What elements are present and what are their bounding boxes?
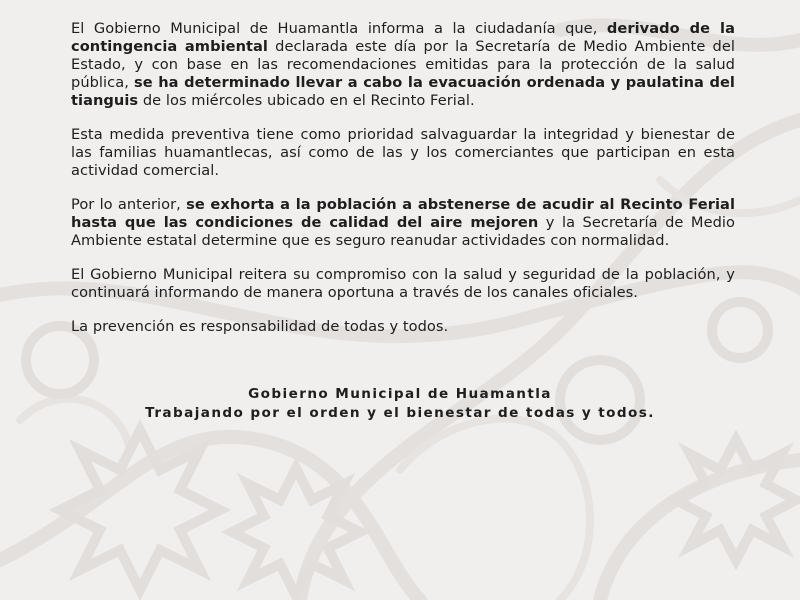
emphasized-text: derivado de la contingencia ambiental (71, 20, 736, 55)
body-text: El Gobierno Municipal de Huamantla informa a la ciudadanía que, (71, 20, 607, 37)
body-text: Esta medida preventiva tiene como prioridad salvaguardar la integridad y bienestar de las familias huamantlecas, así como de las y los comerciantes que participan en esta actividad comercial. (71, 126, 735, 179)
body-text: Por lo anterior, (71, 196, 187, 213)
notice-paragraph (71, 196, 735, 250)
notice-paragraph (71, 318, 735, 336)
emphasized-text: se ha determinado llevar a cabo la evacuación ordenada y paulatina del tianguis (71, 74, 735, 109)
signature-slogan: Trabajando por el orden y el bienestar de todas y todos. (145, 405, 655, 421)
notice-paragraph (71, 20, 735, 110)
body-text: de los miércoles ubicado en el Recinto Ferial. (138, 92, 475, 109)
notice-body (71, 20, 735, 352)
emphasized-text: se exhorta a la población a abstenerse de acudir al Recinto Ferial hasta que las condiciones de calidad del aire mejoren (71, 196, 735, 231)
notice-paragraph (71, 266, 735, 302)
body-text: La prevención es responsabilidad de todas y todos. (71, 318, 449, 335)
signature-name: Gobierno Municipal de Huamantla (248, 386, 552, 402)
body-text: declarada este día por la Secretaría de Medio Ambiente del Estado, y con base en las recomendaciones emitidas para la protección de la salud pública, (71, 38, 735, 91)
body-text: El Gobierno Municipal reitera su compromiso con la salud y seguridad de la población, y continuará informando de manera oportuna a través de los canales oficiales. (71, 266, 735, 301)
notice-paragraph (71, 126, 735, 180)
body-text: y la Secretaría de Medio Ambiente estatal determine que es seguro reanudar actividades con normalidad. (71, 214, 735, 249)
